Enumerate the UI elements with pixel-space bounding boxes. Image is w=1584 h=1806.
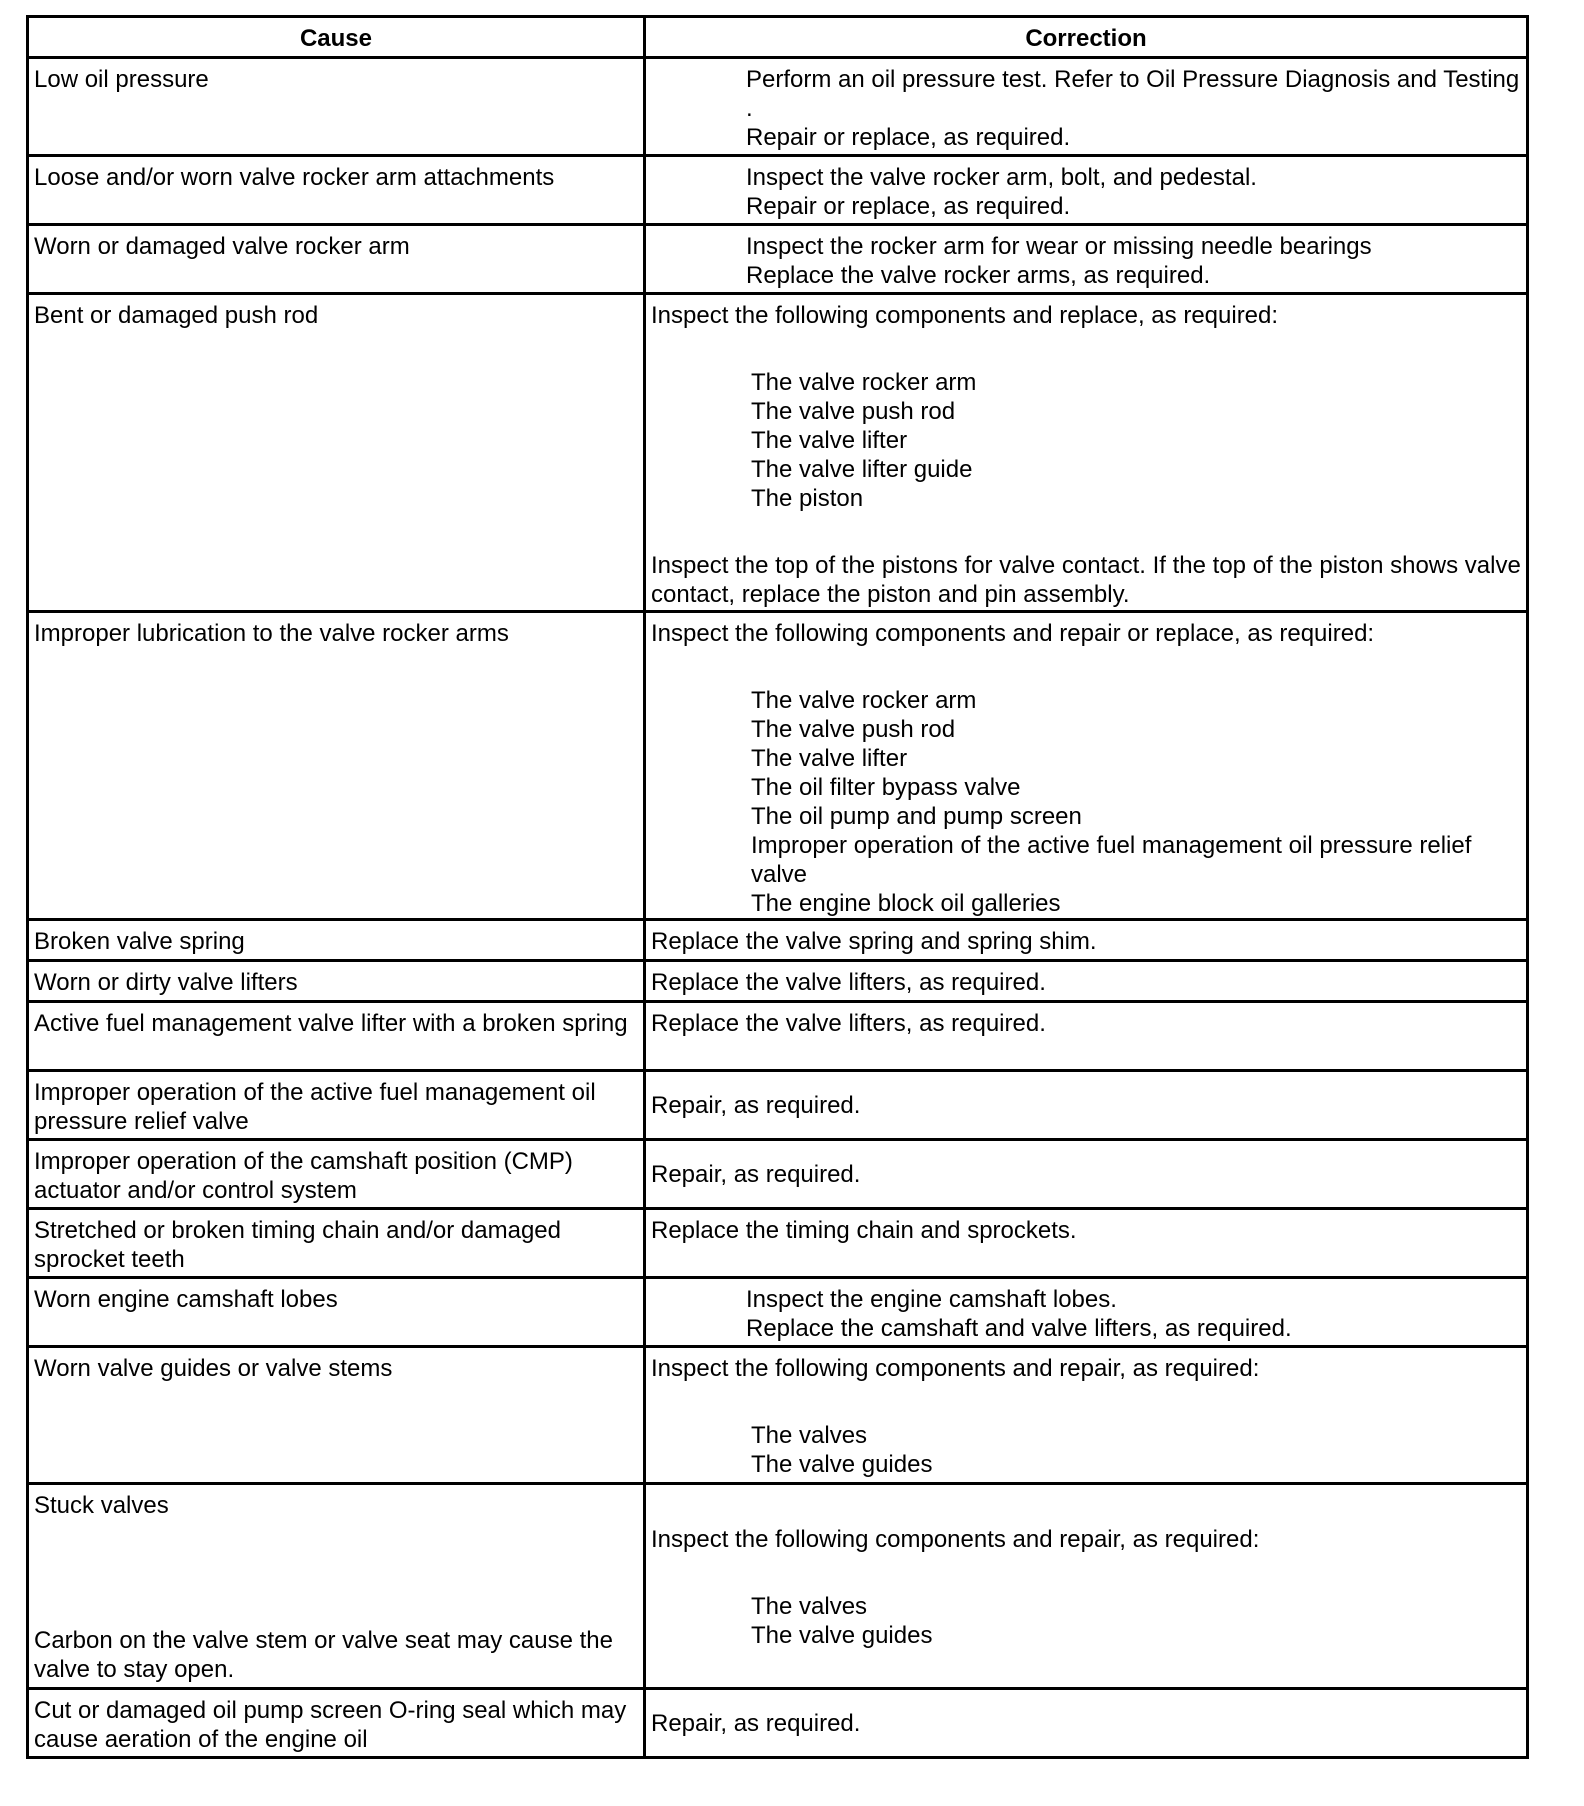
table-row bbox=[28, 1689, 1528, 1758]
cause-cell bbox=[28, 294, 645, 612]
correction-cell bbox=[645, 961, 1528, 1002]
correction-intro: Inspect the following components and repair or replace, as required: bbox=[651, 620, 1375, 647]
correction-item: Inspect the engine camshaft lobes. bbox=[746, 1286, 1117, 1313]
cause-text: Active fuel management valve lifter with a broken spring bbox=[34, 1010, 628, 1037]
correction-cell bbox=[645, 1002, 1528, 1071]
correction-cell bbox=[645, 1689, 1528, 1758]
cause-cell bbox=[28, 1002, 645, 1071]
diagnostic-table bbox=[26, 15, 1529, 1759]
table-row bbox=[28, 1278, 1528, 1347]
correction-cell bbox=[645, 1140, 1528, 1209]
cause-cell bbox=[28, 920, 645, 961]
correction-item: Inspect the valve rocker arm, bolt, and pedestal. bbox=[746, 164, 1257, 191]
cause-cell bbox=[28, 1209, 645, 1278]
correction-cell bbox=[645, 612, 1528, 920]
table-row bbox=[28, 1347, 1528, 1484]
correction-item: The valve push rod bbox=[751, 398, 956, 425]
correction-item: Replace the valve rocker arms, as required. bbox=[746, 262, 1211, 289]
correction-item: Improper operation of the active fuel management oil pressure relief valve bbox=[751, 832, 1472, 888]
cause-cell bbox=[28, 58, 645, 156]
correction-item: The valve lifter guide bbox=[751, 456, 973, 483]
table-row bbox=[28, 225, 1528, 294]
cause-text: Loose and/or worn valve rocker arm attachments bbox=[34, 164, 555, 191]
correction-item: The valve guides bbox=[751, 1451, 933, 1478]
cause-cell bbox=[28, 156, 645, 225]
correction-text: Repair, as required. bbox=[651, 1160, 861, 1188]
cause-text: Low oil pressure bbox=[34, 66, 209, 93]
cause-cell bbox=[28, 1278, 645, 1347]
correction-cell bbox=[645, 1209, 1528, 1278]
correction-item: The oil filter bypass valve bbox=[751, 774, 1021, 801]
correction-item: The piston bbox=[751, 485, 864, 512]
correction-header: Correction bbox=[645, 17, 1528, 58]
correction-text: Repair, as required. bbox=[651, 1091, 861, 1119]
cause-cell bbox=[28, 1347, 645, 1484]
correction-text: Replace the valve lifters, as required. bbox=[651, 1010, 1046, 1037]
table-row bbox=[28, 920, 1528, 961]
correction-cell bbox=[645, 1071, 1528, 1140]
correction-item: The valves bbox=[751, 1593, 868, 1620]
header-row bbox=[28, 17, 1528, 58]
correction-item: Repair or replace, as required. bbox=[746, 193, 1071, 220]
correction-item: The valve lifter bbox=[751, 745, 908, 772]
correction-text: Replace the timing chain and sprockets. bbox=[651, 1217, 1077, 1244]
table-row bbox=[28, 294, 1528, 612]
correction-item: Replace the camshaft and valve lifters, as required. bbox=[746, 1315, 1292, 1342]
table-row bbox=[28, 612, 1528, 920]
correction-item: The valves bbox=[751, 1422, 868, 1449]
correction-cell bbox=[645, 1347, 1528, 1484]
correction-item: The valve guides bbox=[751, 1622, 933, 1649]
table-row bbox=[28, 1140, 1528, 1209]
correction-cell bbox=[645, 1278, 1528, 1347]
table-row bbox=[28, 1484, 1528, 1689]
cause-header: Cause bbox=[28, 17, 645, 58]
correction-text: Replace the valve lifters, as required. bbox=[651, 969, 1046, 996]
cause-text: Stretched or broken timing chain and/or damaged sprocket teeth bbox=[34, 1217, 561, 1273]
table-row bbox=[28, 961, 1528, 1002]
correction-cell bbox=[645, 920, 1528, 961]
table-row bbox=[28, 1209, 1528, 1278]
correction-item: The valve lifter bbox=[751, 427, 908, 454]
cause-cell bbox=[28, 1071, 645, 1140]
correction-intro: Inspect the following components and repair, as required: bbox=[651, 1355, 1260, 1382]
cause-text: Worn or dirty valve lifters bbox=[34, 969, 298, 996]
cause-text: Improper lubrication to the valve rocker arms bbox=[34, 620, 509, 647]
cause-text: Worn valve guides or valve stems bbox=[34, 1355, 393, 1382]
table-row bbox=[28, 58, 1528, 156]
correction-cell bbox=[645, 1484, 1528, 1689]
cause-cell bbox=[28, 1140, 645, 1209]
correction-cell bbox=[645, 156, 1528, 225]
cause-text: Stuck valves bbox=[34, 1492, 169, 1519]
cause-text: Cut or damaged oil pump screen O-ring seal which may cause aeration of the engine oil bbox=[34, 1697, 627, 1753]
correction-item: The engine block oil galleries bbox=[751, 890, 1061, 917]
correction-intro: Inspect the following components and repair, as required: bbox=[651, 1526, 1260, 1553]
correction-note: Inspect the top of the pistons for valve contact. If the top of the piston shows valve contact, replace the piston and pin assembly. bbox=[651, 552, 1521, 608]
cause-cell bbox=[28, 961, 645, 1002]
correction-item: The valve push rod bbox=[751, 716, 956, 743]
correction-item: Perform an oil pressure test. Refer to Oil Pressure Diagnosis and Testing . bbox=[746, 66, 1520, 122]
cause-cell bbox=[28, 612, 645, 920]
cause-text: Broken valve spring bbox=[34, 928, 245, 955]
correction-item: The valve rocker arm bbox=[751, 687, 977, 714]
table-row bbox=[28, 1071, 1528, 1140]
correction-item: The valve rocker arm bbox=[751, 369, 977, 396]
correction-item: The oil pump and pump screen bbox=[751, 803, 1082, 830]
correction-intro: Inspect the following components and replace, as required: bbox=[651, 302, 1279, 329]
cause-text: Worn or damaged valve rocker arm bbox=[34, 233, 410, 260]
correction-cell bbox=[645, 58, 1528, 156]
cause-text: Worn engine camshaft lobes bbox=[34, 1286, 338, 1313]
cause-note: Carbon on the valve stem or valve seat may cause the valve to stay open. bbox=[34, 1627, 613, 1683]
cause-text: Improper operation of the camshaft position (CMP) actuator and/or control system bbox=[34, 1148, 573, 1204]
correction-item: Repair or replace, as required. bbox=[746, 124, 1071, 151]
cause-cell bbox=[28, 1484, 645, 1689]
correction-cell bbox=[645, 225, 1528, 294]
correction-text: Replace the valve spring and spring shim. bbox=[651, 928, 1097, 955]
cause-cell bbox=[28, 1689, 645, 1758]
correction-item: Inspect the rocker arm for wear or missing needle bearings bbox=[746, 233, 1372, 260]
correction-cell bbox=[645, 294, 1528, 612]
table-row bbox=[28, 156, 1528, 225]
cause-text: Bent or damaged push rod bbox=[34, 302, 319, 329]
correction-text: Repair, as required. bbox=[651, 1709, 861, 1737]
table-row bbox=[28, 1002, 1528, 1071]
cause-text: Improper operation of the active fuel management oil pressure relief valve bbox=[34, 1079, 596, 1135]
cause-cell bbox=[28, 225, 645, 294]
